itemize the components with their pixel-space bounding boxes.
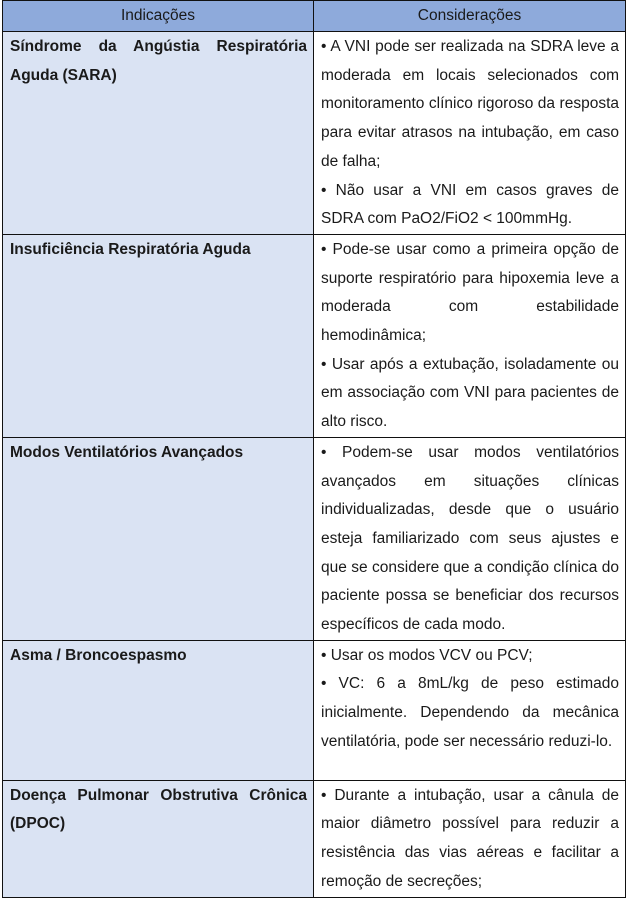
consideration-item: • Não usar a VNI em casos graves de SDRA com PaO2/FiO2 < 100mmHg. — [321, 181, 619, 228]
consideration-item: • VC: 6 a 8mL/kg de peso estimado inicialmente. Dependendo da mecânica ventilatória, pode ser necessário reduzi-lo. — [321, 675, 619, 750]
indication-cell: Doença Pulmonar Obstrutiva Crônica (DPOC) — [3, 780, 314, 897]
consideration-item: • Pode-se usar como a primeira opção de suporte respiratório para hipoxemia leve a moderada com estabilidade hemodinâmica; — [321, 240, 619, 345]
table-row — [3, 640, 626, 780]
considerations-cell — [314, 234, 626, 437]
table-row — [3, 780, 626, 897]
table-row — [3, 437, 626, 640]
consideration-item: • Durante a intubação, usar a cânula de maior diâmetro possível para reduzir a resistência das vias aéreas e facilitar a remoção de secreções; — [321, 786, 619, 890]
considerations-cell — [314, 437, 626, 640]
indication-cell: Insuficiência Respiratória Aguda — [3, 234, 314, 437]
header-indications: Indicações — [3, 1, 314, 32]
table-header-row — [3, 1, 626, 32]
indication-cell: Asma / Broncoespasmo — [3, 640, 314, 780]
table-row — [3, 32, 626, 235]
table-row — [3, 234, 626, 437]
indication-cell: Modos Ventilatórios Avançados — [3, 437, 314, 640]
header-considerations: Considerações — [314, 1, 626, 32]
consideration-item: • Podem-se usar modos ventilatórios avançados em situações clínicas individualizadas, desde que o usuário esteja familiarizado com seus ajustes e que se considere que a condição clínica do paciente possa se beneficiar dos recursos específicos de cada modo. — [321, 443, 619, 634]
consideration-item: • A VNI pode ser realizada na SDRA leve a moderada em locais selecionados com monitoramento clínico rigoroso da resposta para evitar atrasos na intubação, em caso de falha; — [321, 38, 619, 170]
indication-cell: Síndrome da Angústia Respiratória Aguda (SARA) — [3, 32, 314, 235]
considerations-cell — [314, 640, 626, 780]
consideration-item: • Usar os modos VCV ou PCV; — [321, 646, 533, 664]
considerations-cell — [314, 780, 626, 897]
considerations-cell — [314, 32, 626, 235]
consideration-item: • Usar após a extubação, isoladamente ou em associação com VNI para pacientes de alto risco. — [321, 355, 619, 431]
indications-table — [2, 0, 626, 898]
